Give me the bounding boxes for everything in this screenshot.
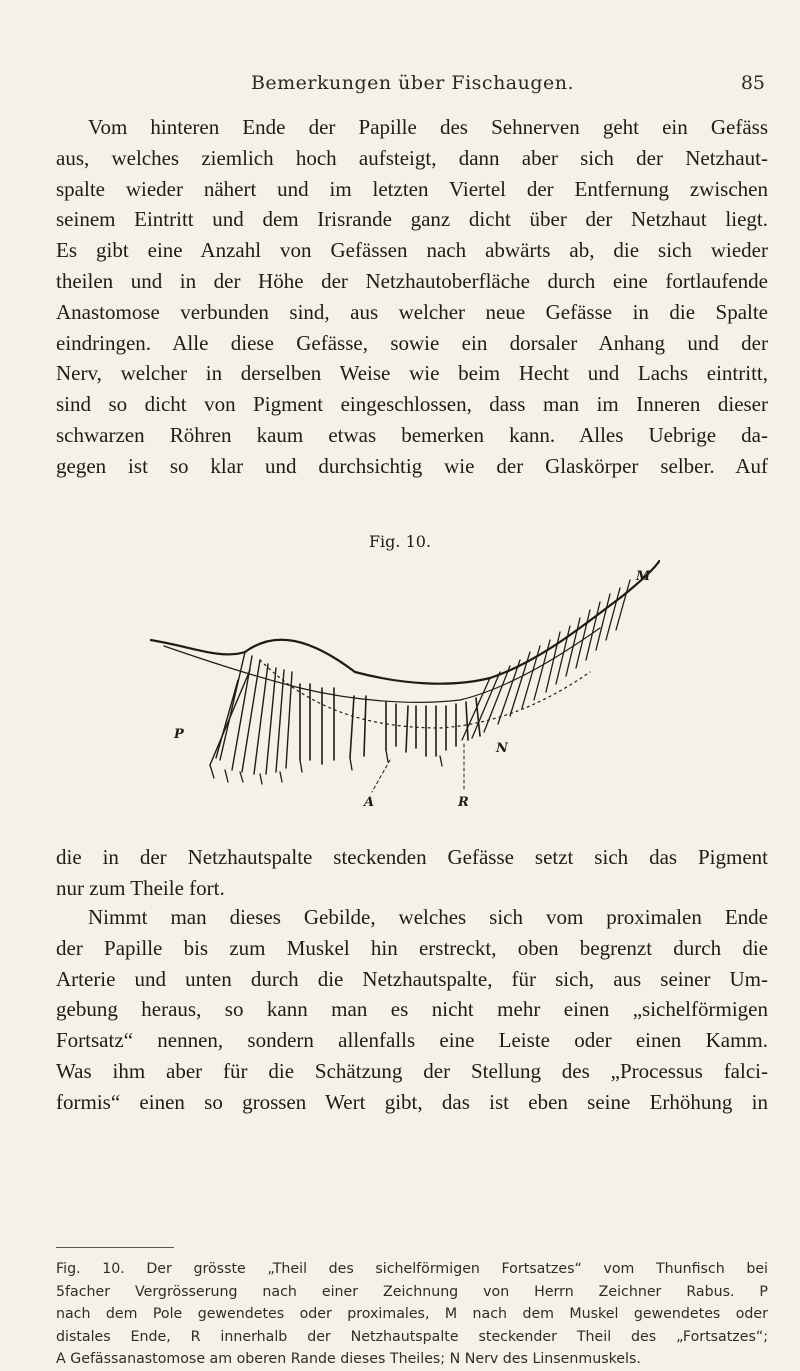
- text-line: eindringen. Alle diese Gefässe, sowie ein dorsaler Anhang und der: [56, 330, 768, 355]
- artery-outline: [150, 560, 660, 684]
- page-header: [60, 72, 765, 102]
- text-line: schwarzen Röhren kaum etwas bemerken kann. Alles Uebrige da-: [56, 422, 768, 447]
- label-r: R: [458, 795, 469, 810]
- text-line: theilen und in der Höhe der Netzhautoberfläche durch eine fortlaufende: [56, 268, 768, 293]
- text-line: Vom hinteren Ende der Papille des Sehnerven geht ein Gefäss: [88, 115, 768, 139]
- text-line: aus, welches ziemlich hoch aufsteigt, dann aber sich der Netzhaut-: [56, 145, 768, 170]
- running-head: Bemerkungen über Fischaugen.: [250, 72, 575, 94]
- text-line: gegen ist so klar und durchsichtig wie der Glaskörper selber. Auf: [56, 453, 768, 478]
- footnote: [56, 1258, 768, 1371]
- paragraph-3: [56, 902, 768, 1118]
- text-line: seinem Eintritt und dem Irisrande ganz dicht über der Netzhaut liegt.: [56, 207, 768, 232]
- text-line: gebung heraus, so kann man es nicht mehr einen „sichelförmigen: [56, 997, 768, 1022]
- figure-caption: Fig. 10.: [368, 532, 432, 551]
- text-line: Was ihm aber für die Schätzung der Stellung des „Processus falci-: [56, 1058, 768, 1083]
- text-line: Es gibt eine Anzahl von Gefässen nach abwärts ab, die sich wieder: [56, 238, 768, 263]
- text-line: spalte wieder nähert und im letzten Viertel der Entfernung zwischen: [56, 176, 768, 201]
- text-line: die in der Netzhautspalte steckenden Gefässe setzt sich das Pigment: [56, 845, 768, 869]
- footnote-line: nach dem Pole gewendetes oder proximales, M nach dem Muskel gewendetes oder: [56, 1306, 768, 1322]
- figure-falciform-process: [150, 560, 660, 825]
- vessel-columns: [300, 684, 480, 764]
- text-line: formis“ einen so grossen Wert gibt, das ist eben seine Erhöhung in: [56, 1089, 768, 1114]
- text-line: Nerv, welcher in derselben Weise wie beim Hecht und Lachs eintritt,: [56, 361, 768, 386]
- paragraph-1: [56, 112, 768, 482]
- label-a: A: [364, 795, 375, 810]
- footnote-rule: [56, 1247, 174, 1248]
- vessel-fringe-left: [210, 652, 292, 774]
- footnote-line: distales Ende, R innerhalb der Netzhautspalte steckender Theil des „Fortsatzes“;: [56, 1328, 768, 1345]
- text-line: Fortsatz“ nennen, sondern allenfalls eine Leiste oder einen Kamm.: [56, 1028, 768, 1053]
- text-line: der Papille bis zum Muskel hin erstreckt, oben begrenzt durch die: [56, 935, 768, 960]
- leader-line-a: [372, 760, 390, 792]
- footnote-line: A Gefässanastomose am oberen Rande dieses Theiles; N Nerv des Linsenmuskels.: [56, 1351, 641, 1367]
- text-line: Arterie und unten durch die Netzhautspalte, für sich, aus seiner Um-: [56, 966, 768, 991]
- page-number: 85: [740, 72, 765, 94]
- footnote-line: Fig. 10. Der grösste „Theil des sichelförmigen Fortsatzes“ vom Thunfisch bei: [56, 1261, 768, 1277]
- paragraph-2: [56, 842, 768, 904]
- label-n: N: [496, 741, 508, 756]
- text-line: sind so dicht von Pigment eingeschlossen, dass man im Inneren dieser: [56, 392, 768, 417]
- text-line: Anastomose verbunden sind, aus welcher neue Gefässe in die Spalte: [56, 299, 768, 324]
- footnote-line: 5facher Vergrösserung nach einer Zeichnung von Herrn Zeichner Rabus. P: [56, 1283, 768, 1300]
- vessel-hatching-right: [462, 580, 630, 740]
- text-line: nur zum Theile fort.: [56, 875, 225, 900]
- text-line: Nimmt man dieses Gebilde, welches sich vom proximalen Ende: [88, 905, 768, 929]
- label-p: P: [174, 727, 184, 742]
- label-m: M: [636, 569, 651, 584]
